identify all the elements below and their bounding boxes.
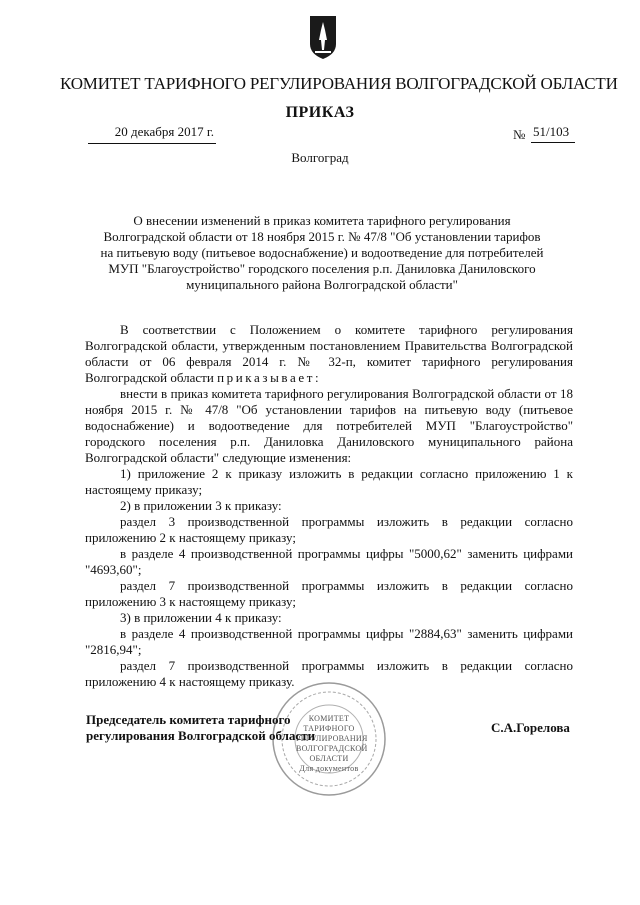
paragraph-item-3-section-7: раздел 7 производственной программы изложить в редакции согласно приложению 4 к настоящему приказу. (85, 658, 573, 689)
order-body (85, 322, 573, 690)
signer-position: Председатель комитета тарифного регулирования Волгоградской области (86, 712, 316, 743)
committee-name: КОМИТЕТ ТАРИФНОГО РЕГУЛИРОВАНИЯ ВОЛГОГРАДСКОЙ ОБЛАСТИ (60, 74, 618, 93)
order-subject: О внесении изменений в приказ комитета тарифного регулирования Волгоградской области от 18 ноября 2015 г. № 47/8 "Об установлении тарифов на питьевую воду (питьевое водоснабжение) и водоотведение для потребителей МУП "Благоустройство" городского поселения р.п. Даниловка Даниловского муниципального района Волгоградской области" (100, 213, 544, 292)
paragraph-item-2: 2) в приложении 3 к приказу: (120, 498, 282, 513)
document-type: ПРИКАЗ (285, 104, 355, 121)
number-underline (531, 142, 575, 143)
volgograd-emblem-icon (308, 14, 338, 60)
paragraph-preamble: В соответствии с Положением о комитете тарифного регулирования Волгоградской области, утвержденным постановлением Правительства Волгоградской области от 06 февраля 2014 г. № 32-п, комитет тарифного регулирования Волгоградской области приказывает: (85, 322, 573, 385)
paragraph-item-2-section-3: раздел 3 производственной программы изложить в редакции согласно приложению 2 к настоящему приказу; (85, 514, 573, 545)
signer-name: С.А.Горелова (491, 720, 570, 735)
paragraph-item-2-section-4: в разделе 4 производственной программы цифры "5000,62" заменить цифрами "4693,60"; (85, 546, 573, 577)
paragraph-item-1: 1) приложение 2 к приказу изложить в редакции согласно приложению 1 к настоящему приказу; (85, 466, 573, 497)
paragraph-item-2-section-7: раздел 7 производственной программы изложить в редакции согласно приложению 3 к настоящему приказу; (85, 578, 573, 609)
seal-text: КОМИТЕТ ТАРИФНОГО РЕГУЛИРОВАНИЯ ВОЛГОГРАДСКОЙ ОБЛАСТИ Для документов (296, 714, 368, 773)
city: Волгоград (291, 150, 349, 165)
order-number: 51/103 (533, 124, 570, 139)
date-underline (88, 143, 216, 144)
paragraph-item-3: 3) в приложении 4 к приказу: (120, 610, 282, 625)
number-sign: № (513, 127, 526, 142)
ordering-word: приказывает: (217, 370, 322, 385)
order-date: 20 декабря 2017 г. (114, 124, 214, 139)
paragraph-item-3-section-4: в разделе 4 производственной программы цифры "2884,63" заменить цифрами "2816,94"; (85, 626, 573, 657)
paragraph-main-change: внести в приказ комитета тарифного регулирования Волгоградской области от 18 ноября 2015 г. № 47/8 "Об установлении тарифов на питьевую воду (питьевое водоснабжение) и водоотведение для потребителей МУП "Благоустройство" городского поселения р.п. Даниловка Даниловского муниципального района Волгоградской области" следующие изменения: (85, 386, 573, 465)
